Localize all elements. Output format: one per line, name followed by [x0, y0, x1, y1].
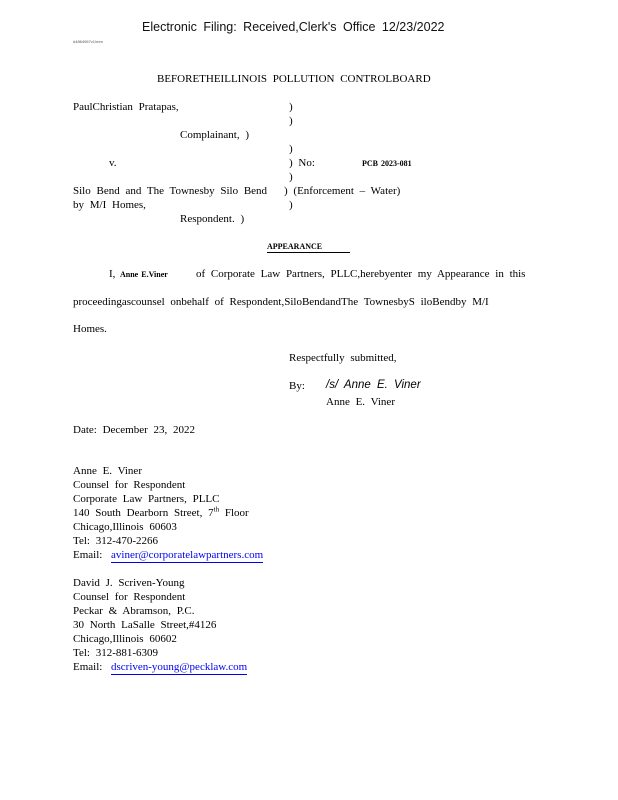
contact-street: 30 North LaSalle Street,#4126 [73, 619, 217, 631]
by-label: By: [289, 380, 305, 392]
email-label: Email: [73, 549, 103, 561]
caption-paren: ) [289, 115, 293, 127]
attorney-name: Anne E.Viner [120, 270, 168, 279]
respondent-line1: Silo Bend and The Townesby Silo Bend [73, 185, 268, 197]
email-label: Email: [73, 661, 103, 673]
contact-tel: Tel: 312-470-2266 [73, 535, 159, 547]
enforcement-label: ) (Enforcement – Water) [284, 185, 401, 197]
contact-city: Chicago,Illinois 60602 [73, 633, 177, 645]
contact-city: Chicago,Illinois 60603 [73, 521, 177, 533]
contact-name: Anne E. Viner [73, 465, 142, 477]
caption-paren: ) [289, 143, 293, 155]
date: Date: December 23, 2022 [73, 424, 196, 436]
street: 140 South Dearborn Street, 7 [73, 507, 214, 519]
complainant-label: Complainant, ) [180, 129, 249, 141]
contact-name: David J. Scriven-Young [73, 577, 185, 589]
street-end: Floor [219, 507, 249, 519]
doc-id: #4864967v1\mm [73, 39, 103, 44]
e-signature: /s/ Anne E. Viner [326, 379, 421, 391]
filing-stamp: Electronic Filing: Received,Clerk's Office 12/23/2022 [142, 20, 445, 34]
caption-paren: ) [289, 199, 293, 211]
versus: v. [109, 157, 117, 169]
contact-firm: Peckar & Abramson, P.C. [73, 605, 195, 617]
email-link[interactable]: aviner@corporatelawpartners.com [111, 549, 264, 561]
body-text: proceedingascounsel onbehalf of Respondent,SiloBendandThe TownesbyS iloBendby M/I [73, 296, 489, 308]
case-number: PCB 2023-081 [362, 159, 412, 168]
printed-name: Anne E. Viner [326, 396, 395, 408]
respondent-line2: by M/I Homes, [73, 199, 146, 211]
contact-firm: Corporate Law Partners, PLLC [73, 493, 220, 505]
respondent-label: Respondent. ) [180, 213, 245, 225]
caption-paren: ) [289, 171, 293, 183]
caption-paren: ) [289, 101, 293, 113]
contact-street [73, 507, 249, 520]
appearance-heading: APPEARANCE [267, 242, 350, 253]
board-title: BEFORETHEILLINOIS POLLUTION CONTROLBOARD [157, 73, 431, 85]
case-no-label: ) No: [289, 157, 315, 169]
email-link[interactable]: dscriven-young@pecklaw.com [111, 661, 248, 673]
complainant-name: PaulChristian Pratapas, [73, 101, 179, 113]
closing: Respectfully submitted, [289, 352, 397, 364]
contact-role: Counsel for Respondent [73, 479, 186, 491]
body-text: Homes. [73, 323, 107, 335]
ordinal: th [213, 505, 220, 514]
contact-tel: Tel: 312-881-6309 [73, 647, 159, 659]
body-text: of Corporate Law Partners, PLLC,herebyenter my Appearance in this [196, 268, 526, 280]
contact-role: Counsel for Respondent [73, 591, 186, 603]
body-text: I, [109, 268, 116, 280]
